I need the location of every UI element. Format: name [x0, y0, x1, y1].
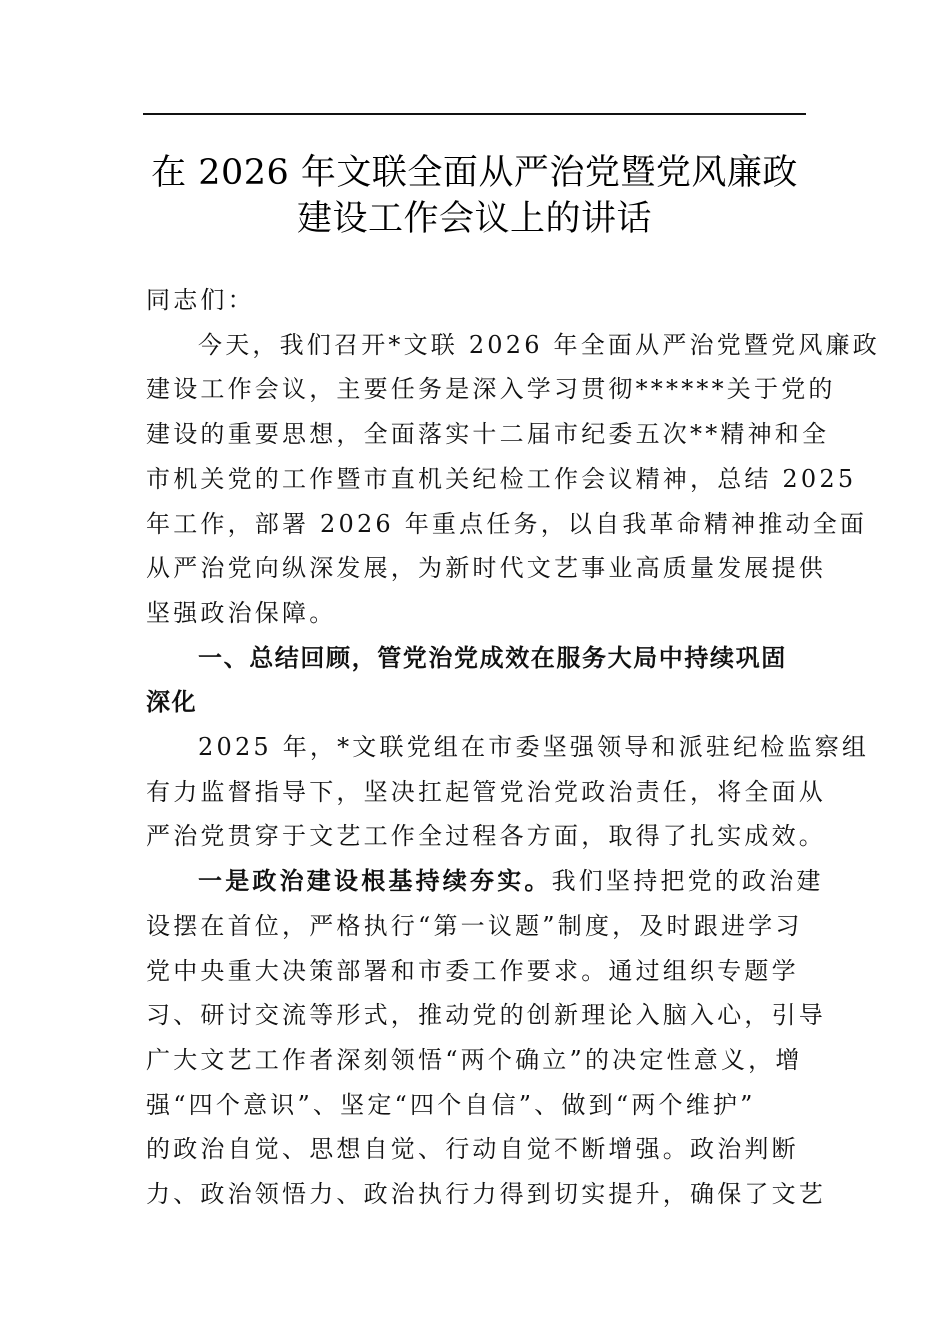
paragraph-line: 的政治自觉、思想自觉、行动自觉不断增强。政治判断	[146, 1135, 799, 1164]
paragraph-line: 从严治党向纵深发展，为新时代文艺事业高质量发展提供	[146, 554, 826, 583]
section-heading-1	[146, 636, 806, 725]
heading-line: 深化	[146, 688, 198, 717]
paragraph-line: 市机关党的工作暨市直机关纪检工作会议精神，总结 2025	[146, 464, 857, 493]
paragraph-line: 今天，我们召开*文联 2026 年全面从严治党暨党风廉政	[198, 330, 880, 359]
paragraph-line: 年工作，部署 2026 年重点任务，以自我革命精神推动全面	[146, 509, 868, 538]
document-body	[146, 278, 880, 1217]
paragraph-first-line	[146, 859, 824, 904]
paragraph-line: 设摆在首位，严格执行“第一议题”制度，及时跟进学习	[146, 911, 803, 940]
paragraph-line: 建设工作会议，主要任务是深入学习贯彻******关于党的	[146, 375, 836, 404]
header-rule	[143, 113, 806, 115]
intro-paragraph	[146, 323, 880, 636]
heading-line: 一、总结回顾，管党治党成效在服务大局中持续巩固	[198, 643, 787, 672]
paragraph-line: 力、政治领悟力、政治执行力得到切实提升，确保了文艺	[146, 1180, 826, 1209]
paragraph-line: 党中央重大决策部署和市委工作要求。通过组织专题学	[146, 956, 799, 985]
paragraph-line: 广大文艺工作者深刻领悟“两个确立”的决定性意义，增	[146, 1045, 803, 1074]
paragraph-line: 有力监督指导下，坚决扛起管党治党政治责任，将全面从	[146, 777, 826, 806]
first-line-rest: 我们坚持把党的政治建	[551, 867, 824, 896]
paragraph-line: 建设的重要思想，全面落实十二届市纪委五次**精神和全	[146, 420, 830, 449]
lead-sentence: 一是政治建设根基持续夯实。	[198, 866, 552, 896]
paragraph-line: 强“四个意识”、坚定“四个自信”、做到“两个维护”	[146, 1090, 756, 1119]
document-title	[143, 150, 806, 242]
title-line-1: 在 2026 年文联全面从严治党暨党风廉政	[151, 153, 798, 193]
salutation: 同志们：	[146, 286, 255, 314]
political-building-paragraph	[146, 859, 826, 1217]
summary-paragraph	[146, 725, 870, 859]
paragraph-line: 习、研讨交流等形式，推动党的创新理论入脑入心，引导	[146, 1001, 826, 1030]
title-line-2: 建设工作会议上的讲话	[296, 199, 652, 239]
paragraph-line: 2025 年，*文联党组在市委坚强领导和派驻纪检监察组	[198, 733, 870, 762]
paragraph-line: 坚强政治保障。	[146, 598, 337, 627]
paragraph-line: 严治党贯穿于文艺工作全过程各方面，取得了扎实成效。	[146, 822, 826, 851]
